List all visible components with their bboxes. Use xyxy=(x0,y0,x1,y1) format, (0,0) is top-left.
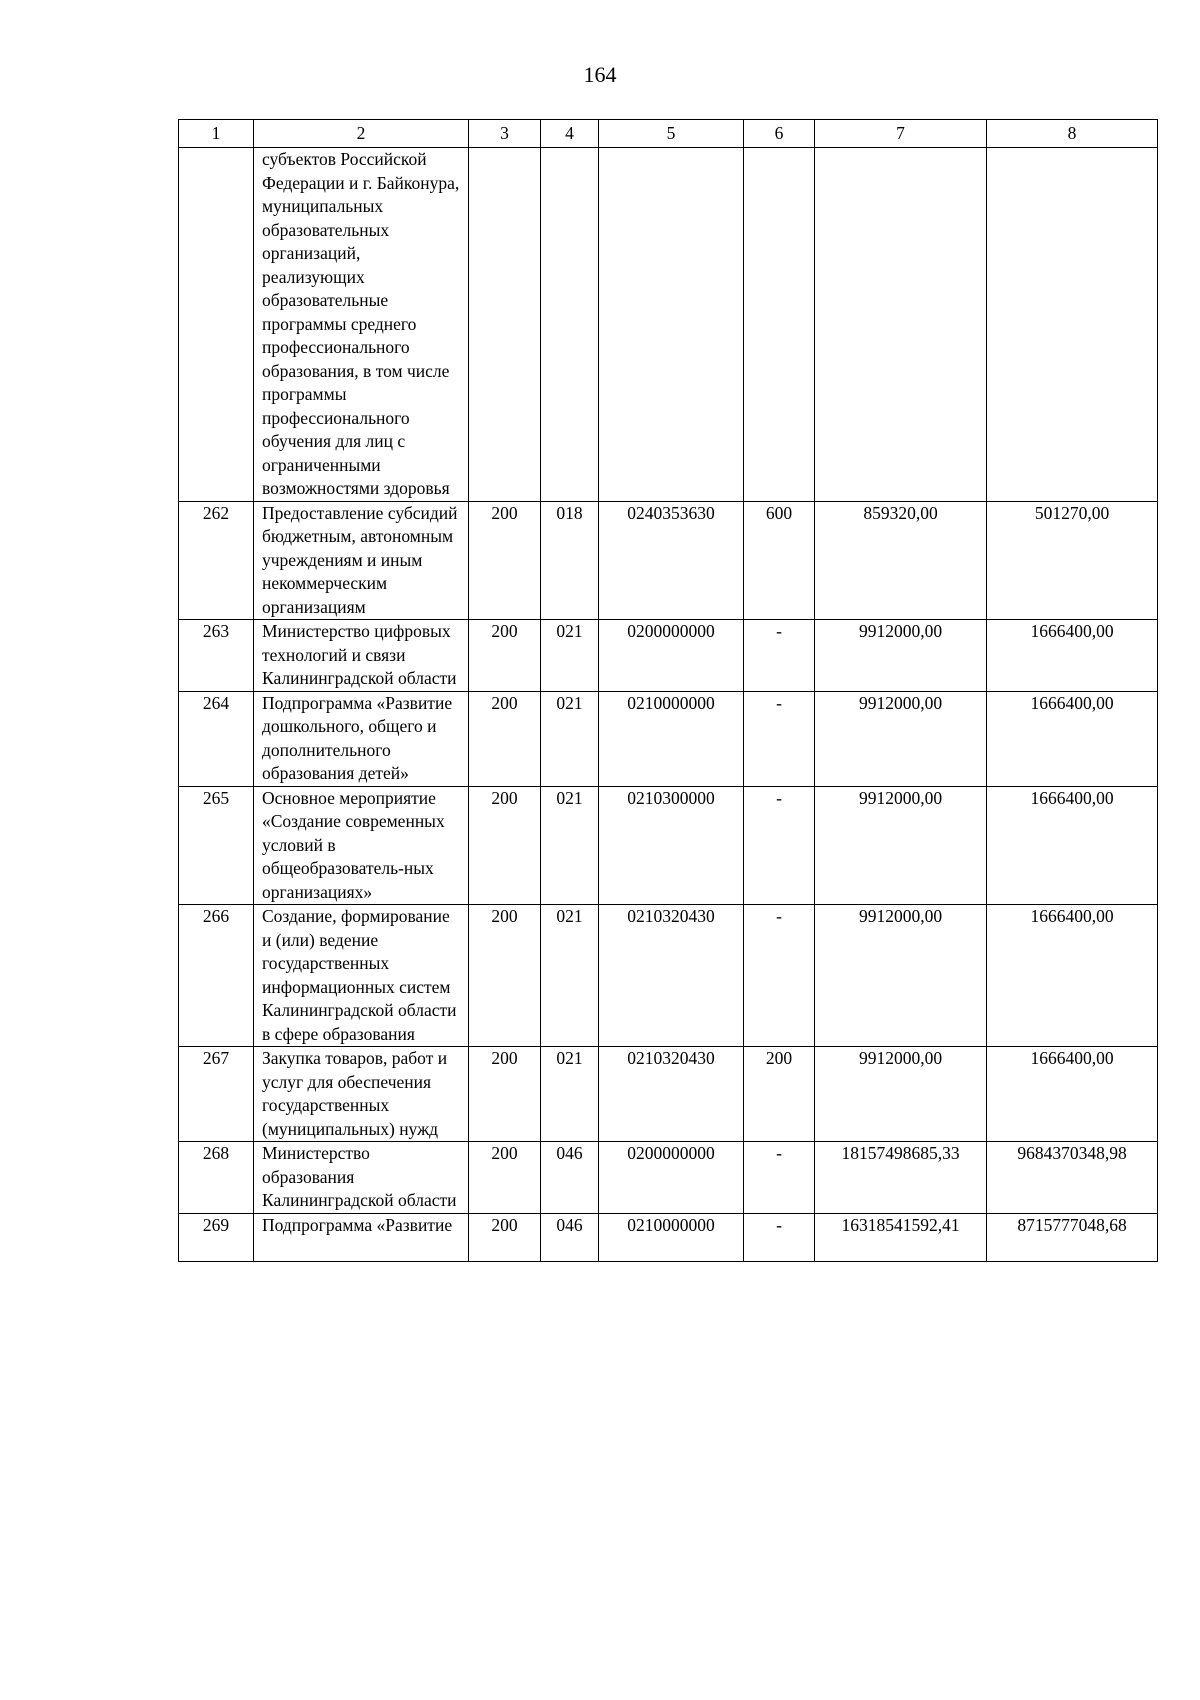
row-number-cell: 265 xyxy=(179,786,254,905)
col6-cell: - xyxy=(744,786,815,905)
col7-amount-cell: 9912000,00 xyxy=(815,691,987,786)
table-row xyxy=(179,501,1158,620)
row-number-cell: 264 xyxy=(179,691,254,786)
column-header: 6 xyxy=(744,120,815,148)
col6-cell: - xyxy=(744,905,815,1047)
row-number-cell xyxy=(179,148,254,502)
budget-table xyxy=(178,119,1158,1262)
column-header: 5 xyxy=(599,120,744,148)
col5-cell: 0210320430 xyxy=(599,905,744,1047)
column-header: 8 xyxy=(987,120,1158,148)
column-header: 2 xyxy=(254,120,469,148)
row-name-cell: Предоставление субсидий бюджетным, автономным учреждениям и иным некоммерческим организациям xyxy=(254,501,469,620)
col3-cell: 200 xyxy=(469,691,541,786)
col8-amount-cell: 1666400,00 xyxy=(987,1047,1158,1142)
table-row xyxy=(179,1213,1158,1261)
col6-cell xyxy=(744,148,815,502)
row-name-cell: Основное мероприятие «Создание современных условий в общеобразователь-ных организациях» xyxy=(254,786,469,905)
col4-cell: 021 xyxy=(541,691,599,786)
row-number-cell: 263 xyxy=(179,620,254,692)
col4-cell: 021 xyxy=(541,1047,599,1142)
col6-cell: 600 xyxy=(744,501,815,620)
col8-amount-cell: 8715777048,68 xyxy=(987,1213,1158,1261)
col6-cell: - xyxy=(744,691,815,786)
col5-cell: 0210300000 xyxy=(599,786,744,905)
column-header: 1 xyxy=(179,120,254,148)
col6-cell: 200 xyxy=(744,1047,815,1142)
col8-amount-cell xyxy=(987,148,1158,502)
table-row xyxy=(179,786,1158,905)
col3-cell xyxy=(469,148,541,502)
col7-amount-cell: 9912000,00 xyxy=(815,620,987,692)
col7-amount-cell: 16318541592,41 xyxy=(815,1213,987,1261)
row-name-cell: Министерство цифровых технологий и связи Калининградской области xyxy=(254,620,469,692)
col6-cell: - xyxy=(744,1142,815,1214)
col3-cell: 200 xyxy=(469,786,541,905)
col5-cell: 0200000000 xyxy=(599,620,744,692)
col4-cell: 046 xyxy=(541,1213,599,1261)
col5-cell: 0200000000 xyxy=(599,1142,744,1214)
col7-amount-cell: 9912000,00 xyxy=(815,786,987,905)
col8-amount-cell: 1666400,00 xyxy=(987,786,1158,905)
col4-cell xyxy=(541,148,599,502)
table-row xyxy=(179,1047,1158,1142)
row-number-cell: 268 xyxy=(179,1142,254,1214)
table-row xyxy=(179,691,1158,786)
col8-amount-cell: 1666400,00 xyxy=(987,905,1158,1047)
col3-cell: 200 xyxy=(469,620,541,692)
col8-amount-cell: 9684370348,98 xyxy=(987,1142,1158,1214)
col7-amount-cell: 18157498685,33 xyxy=(815,1142,987,1214)
column-header: 4 xyxy=(541,120,599,148)
col4-cell: 018 xyxy=(541,501,599,620)
col5-cell: 0210320430 xyxy=(599,1047,744,1142)
col3-cell: 200 xyxy=(469,1047,541,1142)
table-row xyxy=(179,1142,1158,1214)
col4-cell: 021 xyxy=(541,620,599,692)
table-row xyxy=(179,620,1158,692)
row-number-cell: 262 xyxy=(179,501,254,620)
row-number-cell: 266 xyxy=(179,905,254,1047)
table-header-row xyxy=(179,120,1158,148)
row-name-cell: Закупка товаров, работ и услуг для обеспечения государственных (муниципальных) нужд xyxy=(254,1047,469,1142)
row-name-cell: Подпрограмма «Развитие xyxy=(254,1213,469,1261)
col5-cell: 0240353630 xyxy=(599,501,744,620)
col5-cell xyxy=(599,148,744,502)
col4-cell: 021 xyxy=(541,905,599,1047)
col7-amount-cell xyxy=(815,148,987,502)
col5-cell: 0210000000 xyxy=(599,1213,744,1261)
col5-cell: 0210000000 xyxy=(599,691,744,786)
col3-cell: 200 xyxy=(469,1142,541,1214)
col7-amount-cell: 859320,00 xyxy=(815,501,987,620)
row-number-cell: 269 xyxy=(179,1213,254,1261)
row-name-cell: Министерство образования Калининградской области xyxy=(254,1142,469,1214)
table-row xyxy=(179,905,1158,1047)
col8-amount-cell: 1666400,00 xyxy=(987,620,1158,692)
col7-amount-cell: 9912000,00 xyxy=(815,905,987,1047)
table-row xyxy=(179,148,1158,502)
row-name-cell: Создание, формирование и (или) ведение государственных информационных систем Калининградской области в сфере образования xyxy=(254,905,469,1047)
col4-cell: 046 xyxy=(541,1142,599,1214)
page-number: 164 xyxy=(583,62,617,87)
col8-amount-cell: 1666400,00 xyxy=(987,691,1158,786)
col4-cell: 021 xyxy=(541,786,599,905)
col8-amount-cell: 501270,00 xyxy=(987,501,1158,620)
col6-cell: - xyxy=(744,1213,815,1261)
col3-cell: 200 xyxy=(469,905,541,1047)
row-name-cell: субъектов Российской Федерации и г. Байконура, муниципальных образовательных организаций, реализующих образовательные программы среднего профессионального образования, в том числе программы профессионального обучения для лиц с ограниченными возможностями здоровья xyxy=(254,148,469,502)
col7-amount-cell: 9912000,00 xyxy=(815,1047,987,1142)
col3-cell: 200 xyxy=(469,501,541,620)
row-name-cell: Подпрограмма «Развитие дошкольного, общего и дополнительного образования детей» xyxy=(254,691,469,786)
col6-cell: - xyxy=(744,620,815,692)
col3-cell: 200 xyxy=(469,1213,541,1261)
column-header: 3 xyxy=(469,120,541,148)
row-number-cell: 267 xyxy=(179,1047,254,1142)
column-header: 7 xyxy=(815,120,987,148)
